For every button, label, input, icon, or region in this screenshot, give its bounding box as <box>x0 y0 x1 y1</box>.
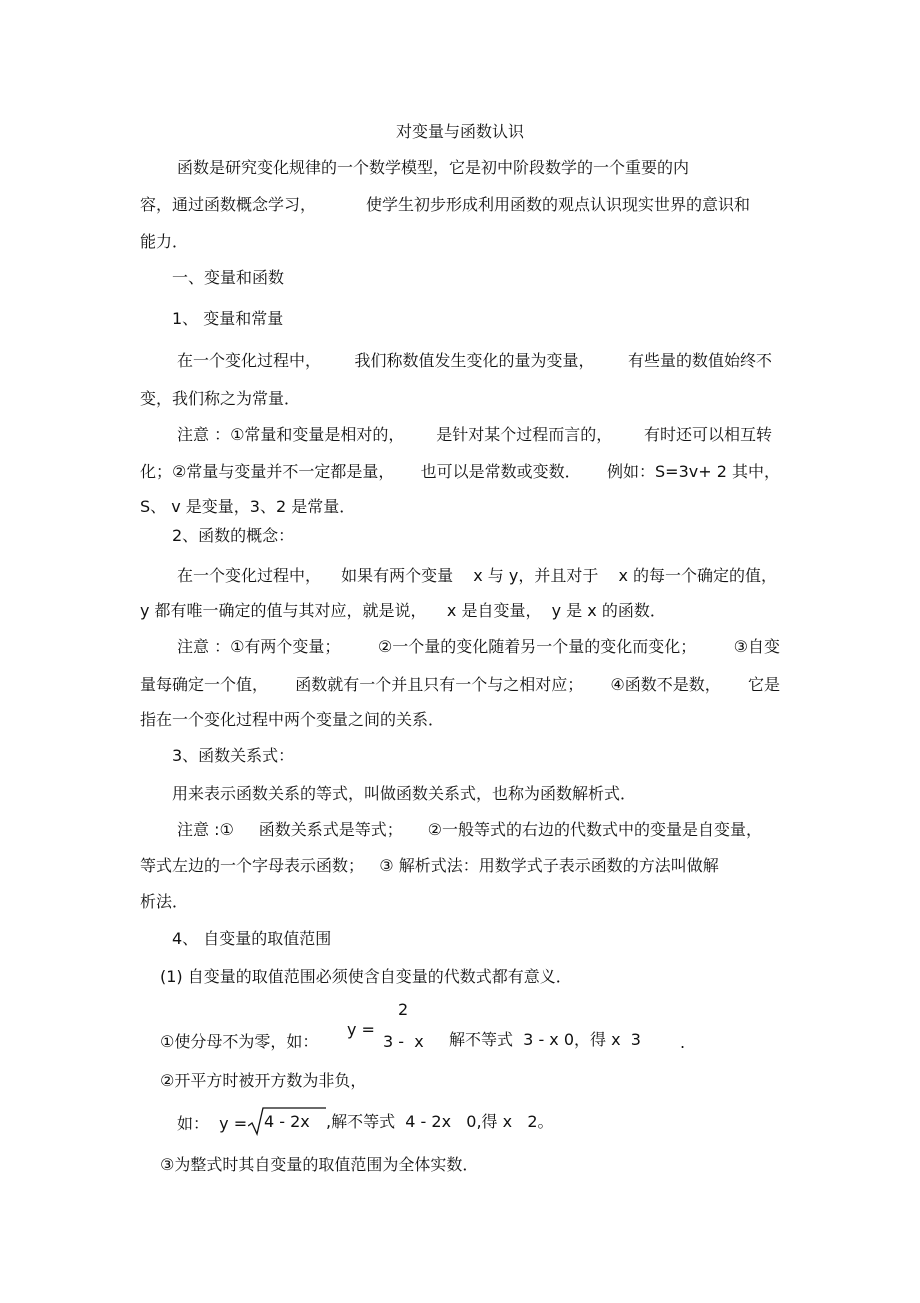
intro-line-1 <box>177 158 730 178</box>
paragraph-line: (1) 自变量的取值范围必须使含自变量的代数式都有意义． <box>160 967 572 986</box>
paragraph-line <box>177 351 772 371</box>
text-segment: ③自变 <box>733 637 780 656</box>
text-segment: 化；②常量与变量并不一定都是量， <box>140 462 395 481</box>
text-segment: 也可以是常数或变数． <box>420 462 581 481</box>
example-label: ①使分母不为零，如： <box>160 1032 319 1051</box>
section-heading: 一、变量和函数 <box>172 268 285 287</box>
note-line <box>177 637 780 657</box>
note-line: S、 v 是变量，3、2 是常量． <box>140 497 356 516</box>
text-segment: 注意 ：①有两个变量； <box>177 637 341 656</box>
period-mark: . <box>680 1033 686 1052</box>
fraction-denominator: 3 - x <box>383 1032 424 1051</box>
paragraph-line: y 都有唯一确定的值与其对应，就是说， x 是自变量， y 是 x 的函数． <box>140 601 666 620</box>
subsection-heading: 1、 变量和常量 <box>172 309 284 328</box>
intro-line-2 <box>140 195 750 215</box>
text-segment: ④函数不是数， <box>610 675 721 694</box>
note-line <box>177 820 762 840</box>
text-segment: 我们称数值发生变化的量为变量， <box>354 351 595 370</box>
subsection-heading: 3、函数关系式： <box>172 746 295 765</box>
text-segment: 它是 <box>747 675 780 694</box>
text-segment: ②一个量的变化随着另一个量的变化而变化； <box>377 637 697 656</box>
note-line: 等式左边的一个字母表示函数； ③ 解析式法：用数学式子表示函数的方法叫做解 <box>140 856 719 875</box>
note-line <box>177 425 772 445</box>
subsection-heading: 2、函数的概念： <box>172 526 295 545</box>
paragraph-line: 变，我们称之为常量． <box>140 389 301 408</box>
text-segment: 注意 ：①常量和变量是相对的， <box>177 425 405 444</box>
text-segment: 有时还可以相互转 <box>643 425 772 444</box>
text-segment: 例如：S=3v+ 2 其中， <box>607 462 780 481</box>
text-segment: 容，通过函数概念学习， <box>140 195 317 214</box>
text-segment: 函数就有一个并且只有一个与之相对应； <box>295 675 584 694</box>
text-segment: 在一个变化过程中， <box>177 351 322 370</box>
paragraph-line: 用来表示函数关系的等式，叫做函数关系式，也称为函数解析式． <box>172 784 637 803</box>
paragraph-line <box>177 566 777 586</box>
text-segment: 函数关系式是等式； <box>258 820 403 839</box>
text-segment: 量每确定一个值， <box>140 675 269 694</box>
text-segment: 如果有两个变量 <box>341 566 454 585</box>
text-segment: 是针对某个过程而言的， <box>436 425 613 444</box>
text-segment: 注意 :① <box>177 820 234 839</box>
example-label: ③为整式时其自变量的取值范围为全体实数． <box>160 1155 479 1174</box>
note-line: 指在一个变化过程中两个变量之间的关系． <box>140 710 445 729</box>
page-title: 对变量与函数认识 <box>395 122 524 141</box>
note-line <box>140 462 780 482</box>
intro-line-3: 能力． <box>140 232 189 251</box>
formula-lhs: y = <box>347 1020 375 1039</box>
text-segment: 使学生初步形成利用函数的观点认识现实世界的意识和 <box>365 195 750 214</box>
text-segment: x 与 y，并且对于 <box>473 566 599 585</box>
inequality-solution: 解不等式 3 - x 0，得 x 3 <box>449 1030 641 1049</box>
example-label: ②开平方时被开方数为非负， <box>160 1071 367 1090</box>
radicand: 4 - 2x <box>264 1112 310 1131</box>
inequality-solution: ,解不等式 4 - 2x 0,得 x 2。 <box>326 1112 554 1131</box>
fraction-numerator: 2 <box>398 1000 409 1019</box>
text-segment: 函数是研究变化规律的一个数学模型，它是初中阶段数学的一个重要的内 <box>177 158 690 177</box>
text-segment: ②一般等式的右边的代数式中的变量是自变量， <box>427 820 762 839</box>
text-segment: 在一个变化过程中， <box>177 566 322 585</box>
text-segment: 有些量的数值始终不 <box>627 351 772 370</box>
note-line: 析法． <box>140 892 189 911</box>
formula-lhs: 如： y = <box>177 1114 248 1133</box>
note-line <box>140 675 780 695</box>
text-segment: x 的每一个确定的值， <box>618 566 777 585</box>
subsection-heading: 4、 自变量的取值范围 <box>172 929 332 948</box>
